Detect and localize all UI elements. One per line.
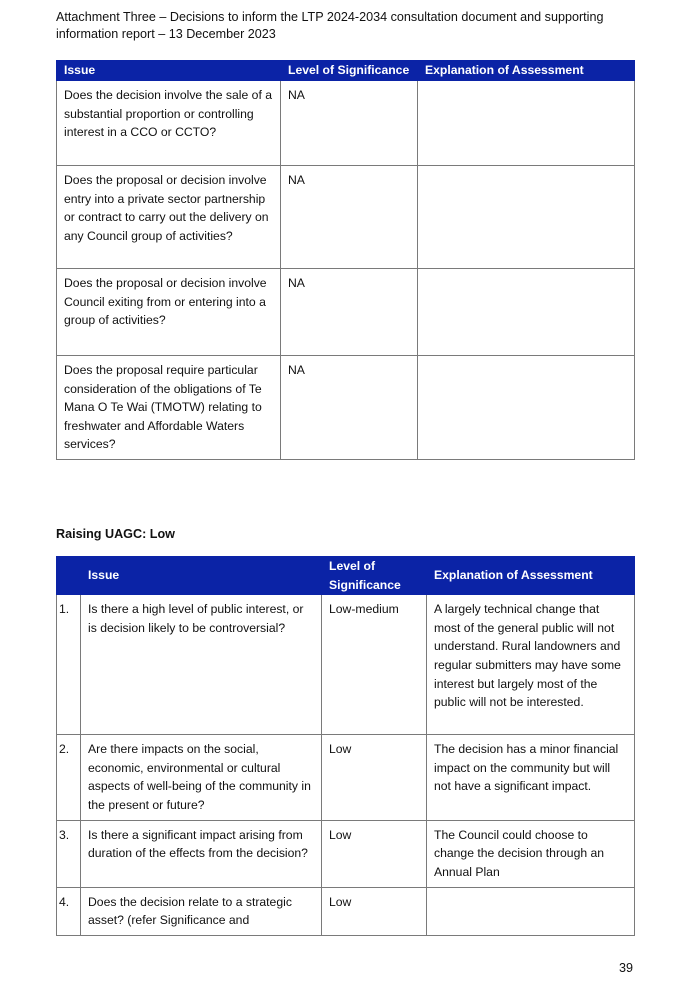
- table-row: [57, 356, 635, 460]
- column-header-number: [57, 557, 81, 595]
- table-row: [57, 595, 635, 735]
- explanation-cell: The decision has a minor financial impact on the community but will not have a significant impact.: [427, 735, 635, 820]
- column-header-issue: Issue: [81, 557, 322, 595]
- column-header-level: Level of Significance: [281, 61, 418, 81]
- table-row: [57, 820, 635, 887]
- table-row: [57, 735, 635, 820]
- issue-cell: Is there a significant impact arising from duration of the effects from the decision?: [81, 820, 322, 887]
- explanation-cell: [418, 166, 635, 269]
- column-header-issue: Issue: [57, 61, 281, 81]
- explanation-cell: The Council could choose to change the decision through an Annual Plan: [427, 820, 635, 887]
- level-cell: Low: [322, 887, 427, 935]
- page-number: 39: [618, 961, 633, 975]
- explanation-cell: A largely technical change that most of the general public will not understand. Rural landowners and regular submitters may have some interest but largely most of the public will not be interested.: [427, 595, 635, 735]
- explanation-cell: [418, 81, 635, 166]
- column-header-explanation: Explanation of Assessment: [427, 557, 635, 595]
- issue-cell: Does the decision involve the sale of a substantial proportion or controlling interest in a CCO or CCTO?: [57, 81, 281, 166]
- level-cell: NA: [281, 269, 418, 356]
- issue-cell: Does the proposal or decision involve Council exiting from or entering into a group of activities?: [57, 269, 281, 356]
- section-heading: Raising UAGC: Low: [56, 527, 175, 541]
- table-row: [57, 81, 635, 166]
- level-cell: Low: [322, 820, 427, 887]
- row-number-cell: 1.: [57, 595, 81, 735]
- column-header-level: Level of Significance: [322, 557, 427, 595]
- issue-cell: Does the proposal or decision involve entry into a private sector partnership or contract to carry out the delivery on any Council group of activities?: [57, 166, 281, 269]
- table-row: [57, 166, 635, 269]
- row-number-cell: 3.: [57, 820, 81, 887]
- significance-table-2: [56, 556, 635, 936]
- table-row: [57, 269, 635, 356]
- explanation-cell: [427, 887, 635, 935]
- level-cell: NA: [281, 81, 418, 166]
- header-line-1: Attachment Three – Decisions to inform the LTP 2024-2034 consultation document and supporting: [56, 10, 604, 24]
- issue-cell: Are there impacts on the social, economic, environmental or cultural aspects of well-being of the community in the present or future?: [81, 735, 322, 820]
- header-line-2: information report – 13 December 2023: [56, 27, 276, 41]
- explanation-cell: [418, 269, 635, 356]
- level-cell: Low-medium: [322, 595, 427, 735]
- explanation-cell: [418, 356, 635, 460]
- level-cell: NA: [281, 356, 418, 460]
- document-header: [56, 9, 646, 43]
- row-number-cell: 2.: [57, 735, 81, 820]
- issue-cell: Does the proposal require particular consideration of the obligations of Te Mana O Te Wai (TMOTW) relating to freshwater and Affordable Waters services?: [57, 356, 281, 460]
- level-cell: NA: [281, 166, 418, 269]
- table-header-row: [57, 61, 635, 81]
- table-row: [57, 887, 635, 935]
- table-header-row: [57, 557, 635, 595]
- row-number-cell: 4.: [57, 887, 81, 935]
- level-cell: Low: [322, 735, 427, 820]
- significance-table-1: [56, 60, 635, 460]
- column-header-explanation: Explanation of Assessment: [418, 61, 635, 81]
- issue-cell: Does the decision relate to a strategic asset? (refer Significance and: [81, 887, 322, 935]
- issue-cell: Is there a high level of public interest, or is decision likely to be controversial?: [81, 595, 322, 735]
